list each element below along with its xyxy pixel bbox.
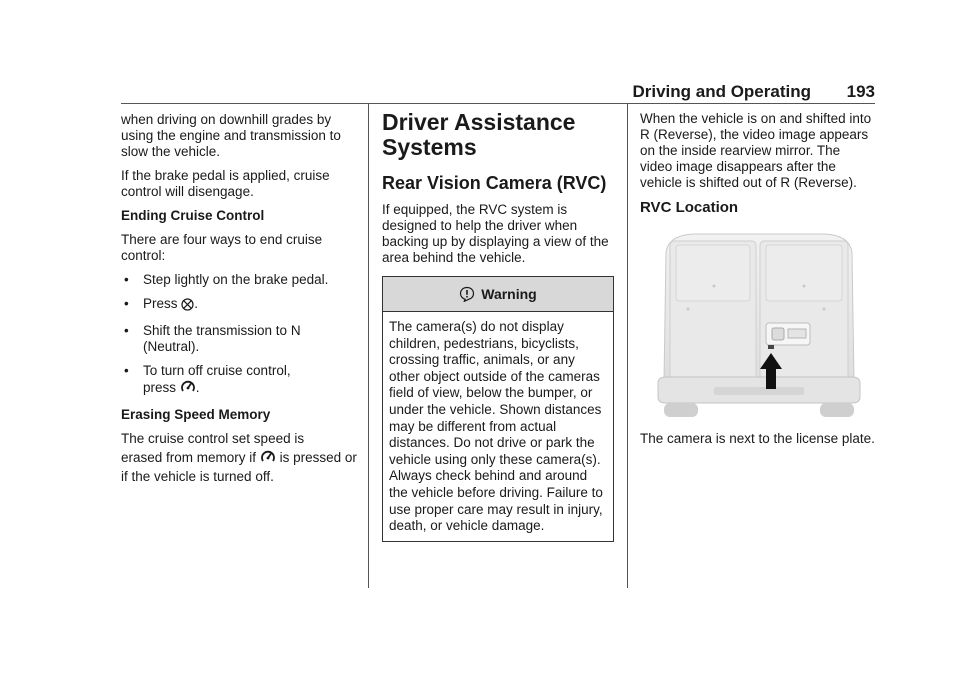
column-middle	[382, 110, 614, 542]
bullet-marker: •	[124, 363, 129, 378]
list-item-text: Press	[143, 296, 178, 311]
list-item	[121, 272, 357, 288]
paragraph: There are four ways to end cruise control:	[121, 232, 323, 263]
subheading-ending-cruise: Ending Cruise Control	[121, 208, 265, 223]
paragraph: When the vehicle is on and shifted into R (Reverse), the video image appears on the inside rearview mirror. The video image disappears after the vehicle is shifted out of R (Reverse).	[640, 111, 872, 190]
cruise-control-icon	[180, 379, 196, 399]
van-rear-illustration	[654, 231, 864, 421]
paragraph	[121, 449, 357, 485]
image-caption: The camera is next to the license plate.	[640, 431, 875, 446]
paragraph: The cruise control set speed is	[121, 431, 305, 446]
list-item-text: press	[143, 380, 177, 395]
paragraph-text: erased from memory if	[121, 450, 257, 465]
paragraph-text: is	[279, 450, 290, 465]
list-item	[121, 323, 357, 355]
header-rule	[121, 103, 875, 104]
list-item	[121, 363, 357, 399]
bullet-marker: •	[124, 323, 129, 338]
header-section-title: Driving and Operating	[632, 82, 811, 101]
page-header	[121, 82, 875, 104]
paragraph-text: pressed or if the vehicle is turned off.	[121, 450, 357, 484]
list-item-text: To turn off cruise control,	[143, 363, 291, 378]
subsection-title: Rear Vision Camera (RVC)	[382, 173, 607, 193]
column-right	[640, 111, 876, 455]
warning-text: The camera(s) do not display children, pedestrians, bicyclists, crossing traffic, animals, or any other object outside of the cameras field of view, below the bumper, or under the vehicle. Shown distances may be different from actual distances. Do not drive or park the vehicle using only these camera(s). Always check behind and around the vehicle before driving. Failure to use proper care may result in injury, death, or vehicle damage.	[389, 319, 603, 534]
list-item-text: Shift the transmission to N (Neutral).	[143, 323, 301, 354]
bullet-marker: •	[124, 296, 129, 311]
section-title: Driver Assistance Systems	[382, 109, 576, 160]
bullet-marker: •	[124, 272, 129, 287]
list-item-text: Step lightly on the brake pedal.	[143, 272, 329, 287]
subheading-erasing-memory: Erasing Speed Memory	[121, 407, 271, 422]
column-divider	[368, 104, 369, 588]
warning-icon	[459, 286, 475, 302]
warning-header	[383, 277, 613, 312]
cruise-control-icon	[260, 449, 276, 469]
column-left	[121, 112, 357, 493]
paragraph: If equipped, the RVC system is designed to help the driver when backing up by displaying a view of the area behind the vehicle.	[382, 202, 609, 265]
warning-box	[382, 276, 614, 542]
list-item	[121, 296, 357, 315]
cruise-cancel-icon	[181, 298, 194, 315]
list-item-text: .	[195, 380, 200, 395]
paragraph: when driving on downhill grades by using the engine and transmission to slow the vehicle.	[121, 112, 341, 159]
list-item-text: .	[194, 296, 199, 311]
page-number: 193	[846, 82, 875, 101]
subsection-title: RVC Location	[640, 199, 739, 216]
column-divider	[627, 104, 628, 588]
paragraph: If the brake pedal is applied, cruise control will disengage.	[121, 168, 330, 199]
warning-title: Warning	[481, 286, 537, 302]
